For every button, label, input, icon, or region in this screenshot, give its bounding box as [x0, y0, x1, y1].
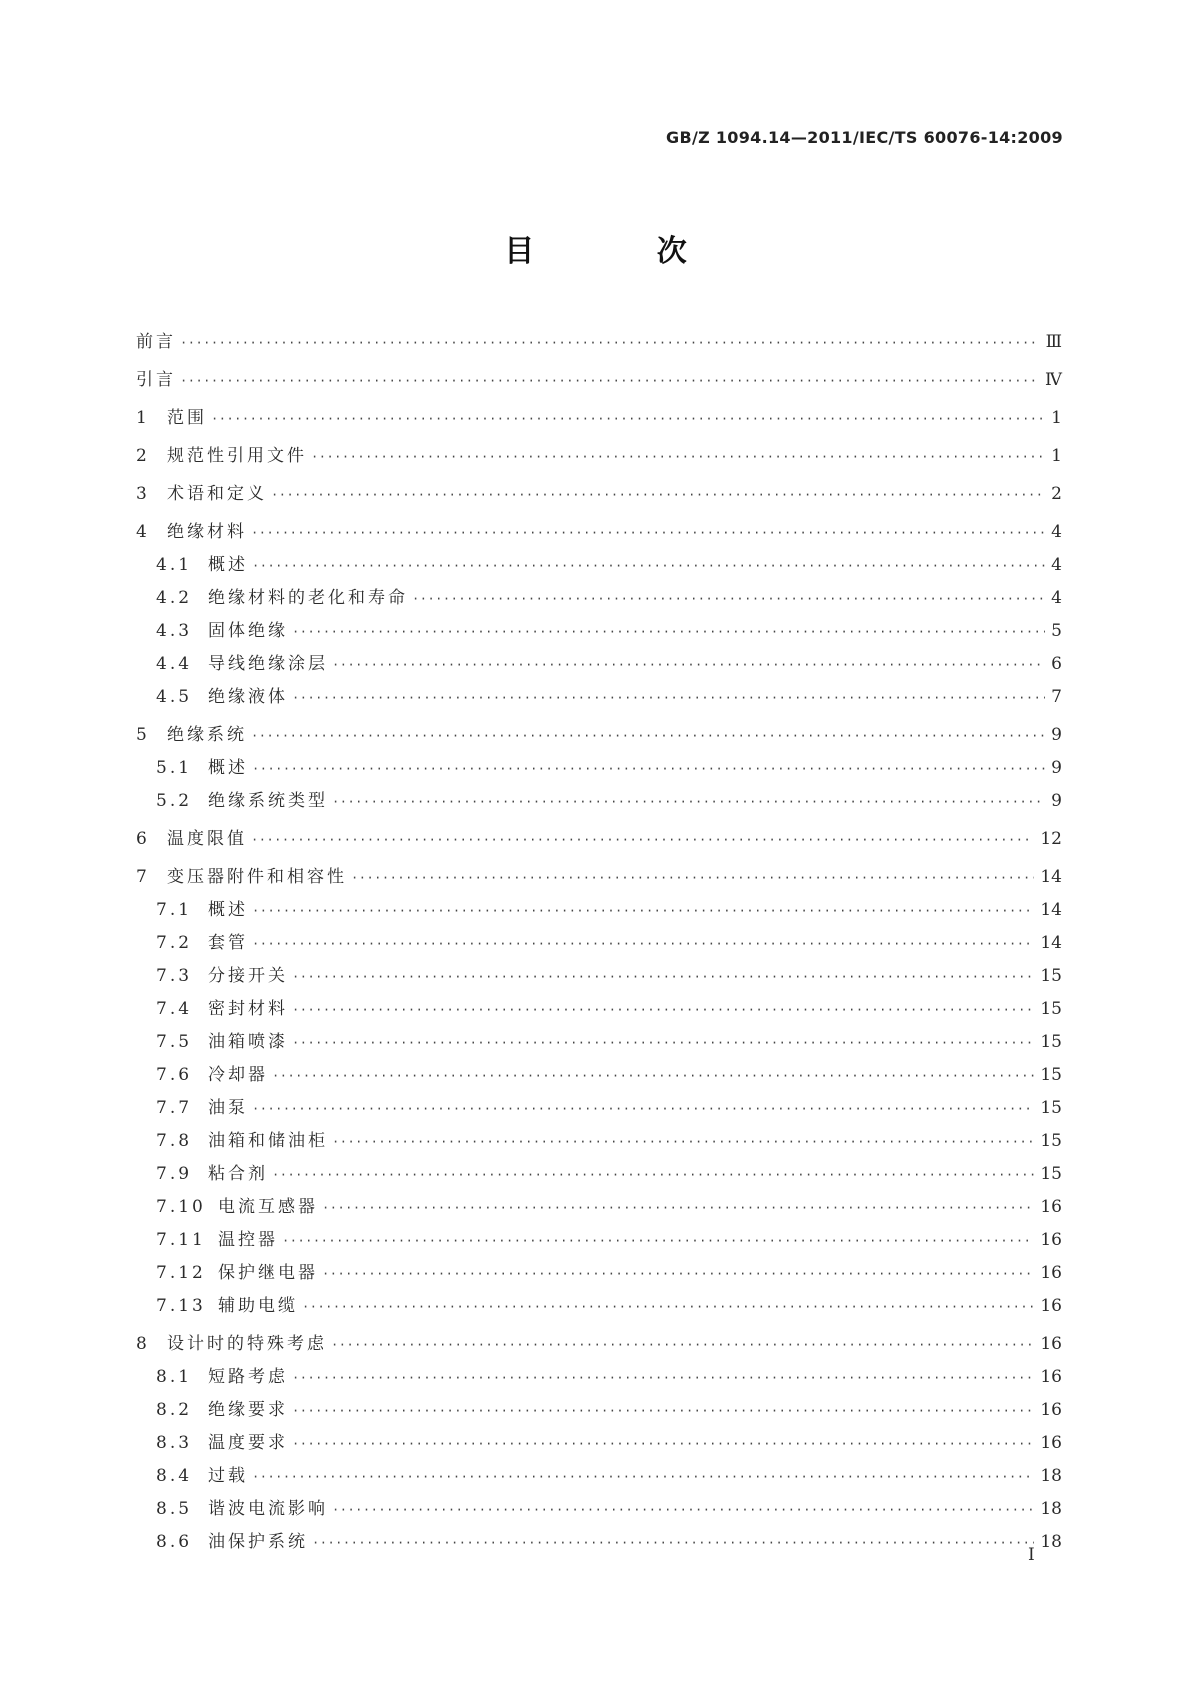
toc-entry-7-3[interactable]	[136, 965, 1062, 988]
toc-entry-label: 温度限值	[167, 829, 247, 849]
toc-entry-page: Ⅲ	[1045, 332, 1062, 352]
toc-leader-dots	[271, 484, 1045, 506]
toc-entry-2[interactable]	[136, 445, 1062, 468]
toc-list	[136, 331, 1062, 1554]
toc-entry-7-11[interactable]	[136, 1229, 1062, 1252]
toc-entry-8-4[interactable]	[136, 1465, 1062, 1488]
toc-entry-7-13[interactable]	[136, 1295, 1062, 1318]
toc-entry-label: 变压器附件和相容性	[167, 867, 347, 887]
toc-entry-4-2[interactable]	[136, 587, 1062, 610]
toc-entry-label: 油保护系统	[208, 1532, 308, 1552]
toc-leader-dots	[331, 1334, 1034, 1356]
toc-entry-label: 规范性引用文件	[167, 446, 307, 466]
toc-entry-number: 6	[136, 829, 150, 849]
toc-entry-page: 6	[1051, 654, 1062, 674]
toc-entry-number: 8.6	[156, 1532, 193, 1552]
toc-entry-label: 导线绝缘涂层	[208, 654, 328, 674]
toc-entry-label: 概述	[208, 758, 248, 778]
toc-entry-page: 15	[1040, 1131, 1062, 1151]
toc-title: 目 次	[504, 234, 743, 269]
toc-leader-dots	[292, 1400, 1034, 1422]
toc-entry-page: 15	[1040, 1164, 1062, 1184]
toc-leader-dots	[292, 1032, 1034, 1054]
toc-entry-number: 4.5	[156, 687, 193, 707]
toc-entry-page: 18	[1040, 1499, 1062, 1519]
toc-entry-page: 18	[1040, 1532, 1062, 1552]
toc-entry-4-5[interactable]	[136, 686, 1062, 709]
toc-entry-page: 18	[1040, 1466, 1062, 1486]
toc-entry-label: 术语和定义	[167, 484, 267, 504]
toc-leader-dots	[252, 1098, 1034, 1120]
toc-entry-number: 7.6	[156, 1065, 193, 1085]
toc-entry-8[interactable]	[136, 1333, 1062, 1356]
toc-entry-label: 绝缘材料的老化和寿命	[208, 588, 408, 608]
toc-entry-page: 5	[1051, 621, 1062, 641]
toc-entry-label: 辅助电缆	[218, 1296, 298, 1316]
toc-entry-introduction[interactable]	[136, 369, 1062, 392]
toc-entry-label: 粘合剂	[208, 1164, 268, 1184]
toc-entry-7-9[interactable]	[136, 1163, 1062, 1186]
toc-leader-dots	[332, 1499, 1034, 1521]
toc-entry-7-1[interactable]	[136, 899, 1062, 922]
toc-entry-page: 16	[1040, 1263, 1062, 1283]
toc-entry-number: 5.2	[156, 791, 193, 811]
toc-entry-number: 2	[136, 446, 150, 466]
toc-entry-page: Ⅳ	[1045, 370, 1062, 390]
toc-entry-page: 4	[1051, 555, 1062, 575]
toc-entry-5[interactable]	[136, 724, 1062, 747]
toc-leader-dots	[292, 1433, 1034, 1455]
toc-leader-dots	[282, 1230, 1034, 1252]
toc-entry-label: 油箱喷漆	[208, 1032, 288, 1052]
toc-entry-label: 概述	[208, 900, 248, 920]
toc-leader-dots	[252, 555, 1045, 577]
toc-entry-label: 过载	[208, 1466, 248, 1486]
toc-leader-dots	[252, 933, 1034, 955]
toc-entry-number: 5	[136, 725, 150, 745]
toc-entry-label: 固体绝缘	[208, 621, 288, 641]
toc-entry-number: 8.5	[156, 1499, 193, 1519]
toc-entry-number: 7.5	[156, 1032, 193, 1052]
toc-leader-dots	[311, 446, 1045, 468]
toc-leader-dots	[312, 1532, 1034, 1554]
toc-entry-number: 4.4	[156, 654, 193, 674]
toc-entry-label: 绝缘液体	[208, 687, 288, 707]
toc-entry-number: 7.8	[156, 1131, 193, 1151]
toc-entry-number: 8.2	[156, 1400, 193, 1420]
toc-entry-5-2[interactable]	[136, 790, 1062, 813]
toc-entry-label: 分接开关	[208, 966, 288, 986]
toc-entry-page: 16	[1040, 1400, 1062, 1420]
standard-code: GB/Z 1094.14—2011/IEC/TS 60076-14:2009	[666, 128, 1063, 147]
toc-entry-number: 8.3	[156, 1433, 193, 1453]
toc-entry-page: 16	[1040, 1230, 1062, 1250]
toc-entry-number: 4.3	[156, 621, 193, 641]
toc-entry-7-6[interactable]	[136, 1064, 1062, 1087]
toc-entry-label: 引言	[136, 370, 176, 390]
toc-entry-7-8[interactable]	[136, 1130, 1062, 1153]
toc-entry-page: 14	[1040, 900, 1062, 920]
toc-entry-number: 7.9	[156, 1164, 193, 1184]
toc-leader-dots	[180, 370, 1039, 392]
toc-leader-dots	[251, 829, 1034, 851]
toc-entry-3[interactable]	[136, 483, 1062, 506]
toc-entry-label: 冷却器	[208, 1065, 268, 1085]
toc-leader-dots	[322, 1263, 1034, 1285]
toc-entry-label: 密封材料	[208, 999, 288, 1019]
toc-entry-label: 油箱和储油柜	[208, 1131, 328, 1151]
toc-entry-label: 温度要求	[208, 1433, 288, 1453]
toc-entry-number: 7.13	[156, 1296, 206, 1316]
toc-leader-dots	[322, 1197, 1034, 1219]
toc-entry-label: 谐波电流影响	[208, 1499, 328, 1519]
toc-entry-4-1[interactable]	[136, 554, 1062, 577]
toc-entry-page: 2	[1051, 484, 1062, 504]
toc-entry-4-4[interactable]	[136, 653, 1062, 676]
toc-entry-number: 7.10	[156, 1197, 206, 1217]
toc-leader-dots	[252, 1466, 1034, 1488]
toc-leader-dots	[292, 1367, 1034, 1389]
toc-entry-page: 16	[1040, 1197, 1062, 1217]
toc-entry-page: 1	[1051, 446, 1062, 466]
toc-entry-7-7[interactable]	[136, 1097, 1062, 1120]
toc-entry-page: 12	[1040, 829, 1062, 849]
toc-entry-page: 15	[1040, 999, 1062, 1019]
toc-entry-label: 套管	[208, 933, 248, 953]
toc-entry-number: 7.3	[156, 966, 193, 986]
toc-entry-7[interactable]	[136, 866, 1062, 889]
toc-entry-label: 绝缘要求	[208, 1400, 288, 1420]
toc-entry-8-5[interactable]	[136, 1498, 1062, 1521]
footer-page-number: I	[1028, 1545, 1035, 1565]
toc-entry-label: 绝缘材料	[167, 522, 247, 542]
toc-entry-4-3[interactable]	[136, 620, 1062, 643]
toc-entry-6[interactable]	[136, 828, 1062, 851]
toc-entry-page: 16	[1040, 1334, 1062, 1354]
toc-entry-label: 短路考虑	[208, 1367, 288, 1387]
toc-entry-page: 15	[1040, 1032, 1062, 1052]
toc-entry-number: 7.7	[156, 1098, 193, 1118]
toc-leader-dots	[332, 791, 1045, 813]
toc-entry-8-3[interactable]	[136, 1432, 1062, 1455]
toc-entry-number: 7.11	[156, 1230, 206, 1250]
toc-leader-dots	[351, 867, 1034, 889]
toc-entry-page: 15	[1040, 1098, 1062, 1118]
toc-entry-5-1[interactable]	[136, 757, 1062, 780]
toc-entry-page: 14	[1040, 933, 1062, 953]
toc-entry-label: 范围	[167, 408, 207, 428]
toc-entry-label: 设计时的特殊考虑	[167, 1334, 327, 1354]
toc-entry-7-5[interactable]	[136, 1031, 1062, 1054]
toc-entry-page: 15	[1040, 1065, 1062, 1085]
toc-entry-label: 绝缘系统	[167, 725, 247, 745]
toc-leader-dots	[251, 522, 1045, 544]
toc-entry-1[interactable]	[136, 407, 1062, 430]
toc-entry-page: 16	[1040, 1367, 1062, 1387]
toc-entry-7-4[interactable]	[136, 998, 1062, 1021]
toc-entry-page: 4	[1051, 522, 1062, 542]
toc-leader-dots	[412, 588, 1045, 610]
toc-entry-page: 9	[1051, 758, 1062, 778]
toc-entry-4[interactable]	[136, 521, 1062, 544]
toc-entry-number: 7.2	[156, 933, 193, 953]
toc-entry-page: 15	[1040, 966, 1062, 986]
toc-entry-7-10[interactable]	[136, 1196, 1062, 1219]
toc-leader-dots	[252, 900, 1034, 922]
toc-entry-page: 9	[1051, 725, 1062, 745]
toc-entry-label: 前言	[136, 332, 176, 352]
toc-entry-number: 4.2	[156, 588, 193, 608]
toc-entry-number: 8.4	[156, 1466, 193, 1486]
toc-entry-number: 7.4	[156, 999, 193, 1019]
toc-leader-dots	[332, 654, 1045, 676]
toc-entry-label: 电流互感器	[218, 1197, 318, 1217]
toc-entry-label: 温控器	[218, 1230, 278, 1250]
toc-leader-dots	[252, 758, 1045, 780]
toc-leader-dots	[302, 1296, 1034, 1318]
toc-leader-dots	[251, 725, 1045, 747]
toc-entry-8-2[interactable]	[136, 1399, 1062, 1422]
toc-entry-number: 7.12	[156, 1263, 206, 1283]
toc-leader-dots	[272, 1164, 1034, 1186]
toc-leader-dots	[292, 621, 1045, 643]
toc-entry-number: 1	[136, 408, 150, 428]
toc-entry-number: 7.1	[156, 900, 193, 920]
toc-leader-dots	[180, 332, 1040, 354]
toc-entry-page: 16	[1040, 1433, 1062, 1453]
toc-entry-label: 绝缘系统类型	[208, 791, 328, 811]
toc-entry-label: 保护继电器	[218, 1263, 318, 1283]
toc-entry-7-2[interactable]	[136, 932, 1062, 955]
toc-entry-7-12[interactable]	[136, 1262, 1062, 1285]
toc-entry-number: 3	[136, 484, 150, 504]
toc-leader-dots	[272, 1065, 1034, 1087]
toc-leader-dots	[292, 999, 1034, 1021]
toc-entry-number: 4.1	[156, 555, 193, 575]
toc-entry-number: 5.1	[156, 758, 193, 778]
toc-leader-dots	[292, 966, 1034, 988]
toc-entry-label: 油泵	[208, 1098, 248, 1118]
toc-entry-page: 1	[1051, 408, 1062, 428]
toc-entry-number: 8	[136, 1334, 150, 1354]
toc-entry-page: 16	[1040, 1296, 1062, 1316]
toc-entry-page: 7	[1051, 687, 1062, 707]
toc-leader-dots	[292, 687, 1045, 709]
toc-entry-number: 8.1	[156, 1367, 193, 1387]
toc-entry-label: 概述	[208, 555, 248, 575]
toc-entry-number: 7	[136, 867, 150, 887]
toc-entry-8-1[interactable]	[136, 1366, 1062, 1389]
toc-entry-foreword[interactable]	[136, 331, 1062, 354]
toc-leader-dots	[211, 408, 1045, 430]
toc-entry-8-6[interactable]	[136, 1531, 1062, 1554]
toc-entry-page: 9	[1051, 791, 1062, 811]
toc-entry-page: 14	[1040, 867, 1062, 887]
toc-entry-page: 4	[1051, 588, 1062, 608]
toc-entry-number: 4	[136, 522, 150, 542]
toc-leader-dots	[332, 1131, 1034, 1153]
